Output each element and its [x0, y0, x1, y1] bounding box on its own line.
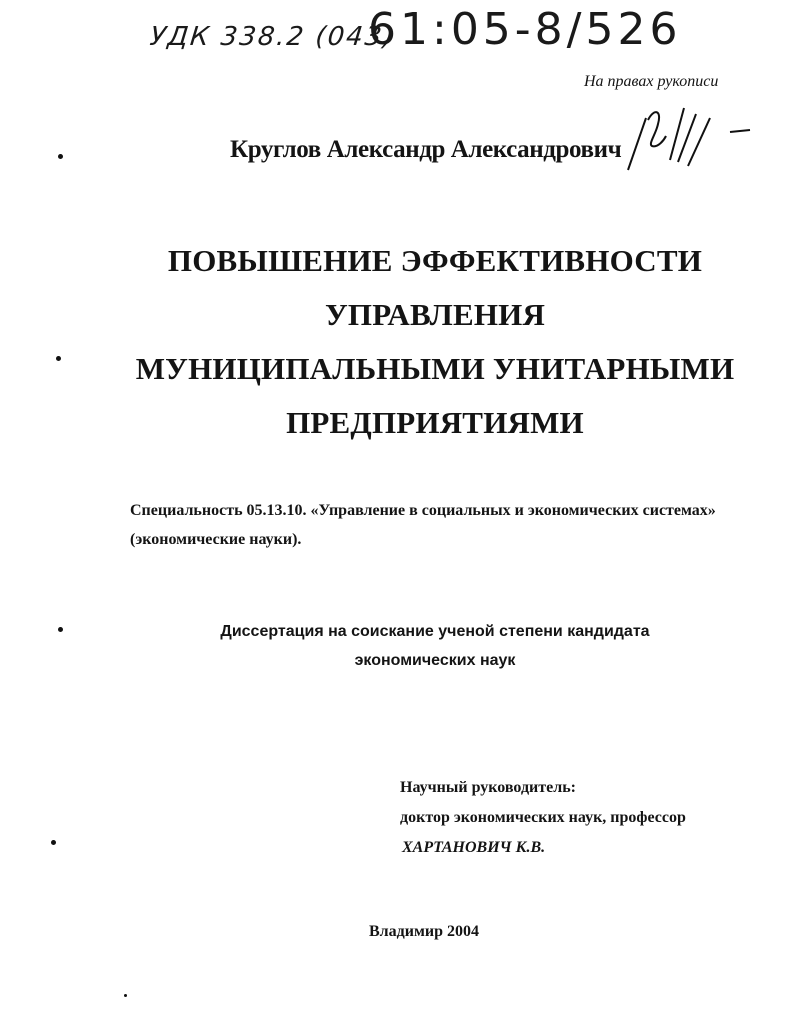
- degree-line: экономических наук: [354, 652, 516, 669]
- city-year: Владимир 2004: [369, 923, 479, 940]
- supervisor-degree: доктор экономических наук, профессор: [400, 809, 686, 826]
- scan-dot: [58, 154, 63, 159]
- supervisor-block: [400, 773, 686, 863]
- scan-dot: [58, 627, 63, 632]
- signature-icon: [618, 100, 758, 180]
- dissertation-title: [100, 234, 770, 450]
- scan-dot: [56, 356, 61, 361]
- supervisor-name: ХАРТАНОВИЧ К.В.: [402, 839, 546, 856]
- specialty-text: Специальность 05.13.10. «Управление в социальных и экономических системах» (экономические науки).: [130, 502, 716, 548]
- scan-dot: [51, 840, 56, 845]
- title-line: МУНИЦИПАЛЬНЫМИ УНИТАРНЫМИ: [135, 351, 735, 386]
- supervisor-label: Научный руководитель:: [400, 779, 576, 796]
- degree-line: Диссертация на соискание ученой степени кандидата: [220, 623, 650, 640]
- title-line: ПОВЫШЕНИЕ ЭФФЕКТИВНОСТИ: [167, 243, 703, 278]
- title-line: ПРЕДПРИЯТИЯМИ: [286, 405, 584, 440]
- archive-handwritten-number: 61:05-8/526: [368, 4, 682, 55]
- title-line: УПРАВЛЕНИЯ: [324, 297, 546, 332]
- dissertation-degree: [140, 617, 730, 675]
- scan-dot: [124, 994, 127, 997]
- rights-notice: На правах рукописи: [584, 73, 719, 90]
- udk-handwritten-code: УДК 338.2 (043): [148, 22, 398, 52]
- author-name: Круглов Александр Александрович: [230, 136, 622, 163]
